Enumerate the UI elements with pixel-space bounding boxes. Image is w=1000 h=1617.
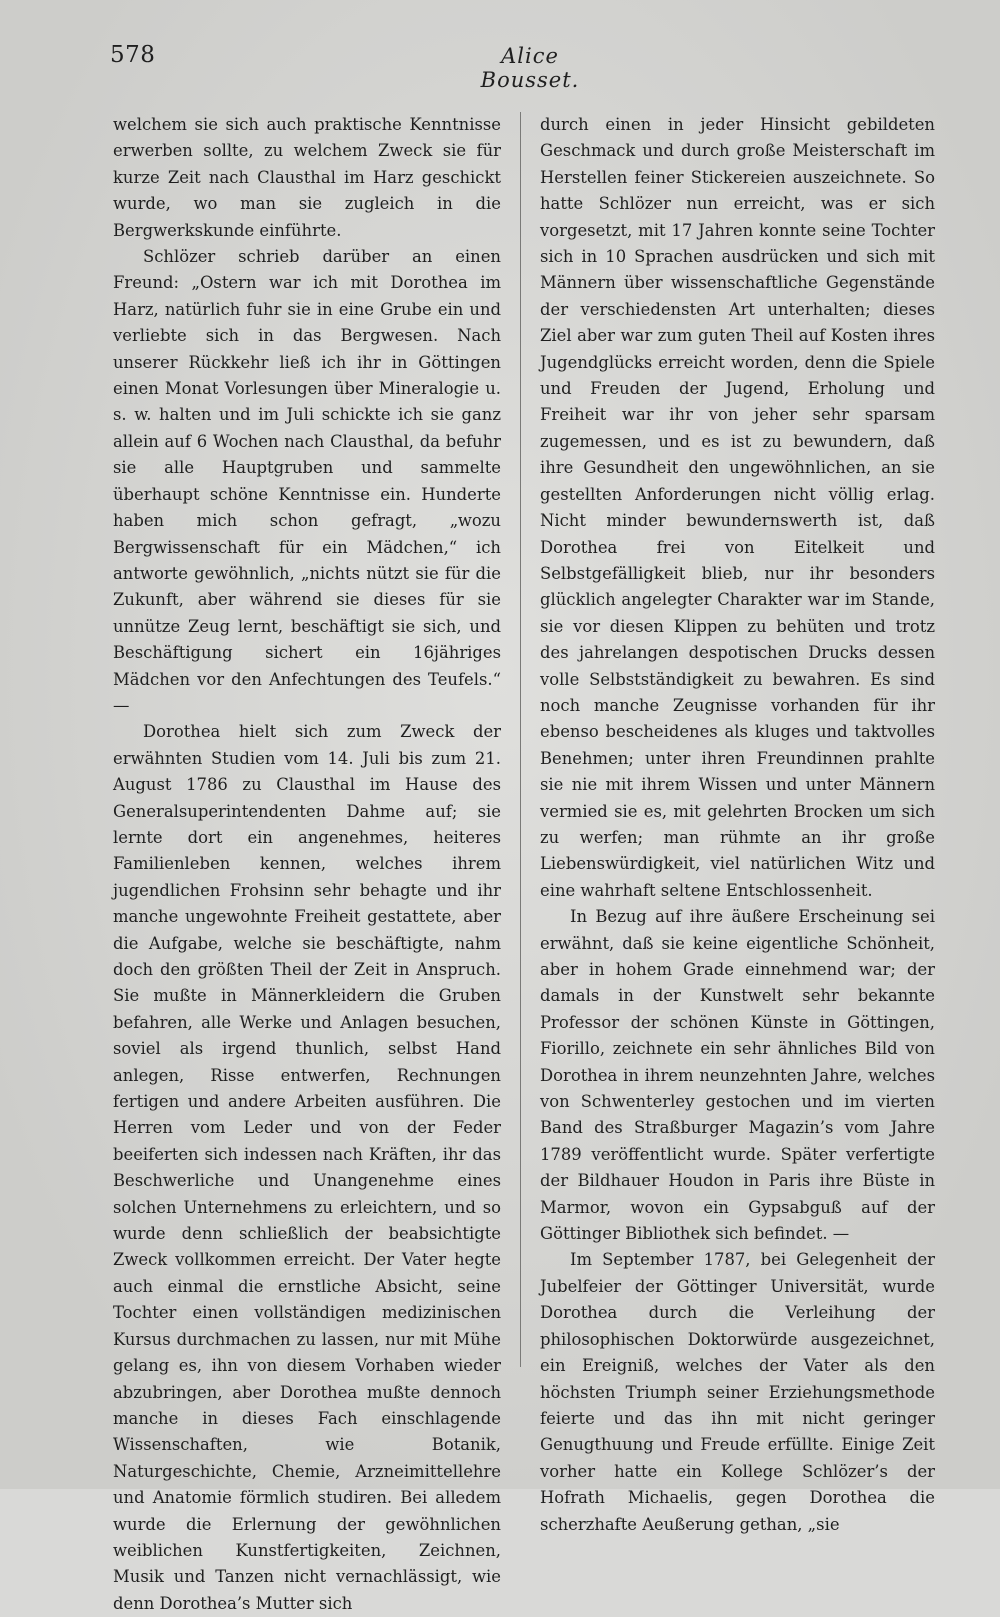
right-text-column xyxy=(540,112,935,1534)
paragraph: In Bezug auf ihre äußere Erscheinung sei erwähnt, daß sie keine eigentliche Schönheit, aber in hohem Grade einnehmend war; der damals in der Kunstwelt sehr bekannte Professor der schönen Künste in Göttingen, Fiorillo, zeichnete ein sehr ähnliches Bild von Dorothea in ihrem neunzehnten Jahre, welches von Schwenterley gestochen und im vierten Band des Straßburger Magazin’s vom Jahre 1789 veröffentlicht wurde. Später verfertigte der Bildhauer Houdon in Paris ihre Büste in Marmor, wovon ein Gypsabguß auf der Göttinger Bibliothek sich befindet. — xyxy=(540,907,935,1244)
column-divider xyxy=(520,112,521,1367)
paragraph: Dorothea hielt sich zum Zweck der erwähnten Studien vom 14. Juli bis zum 21. August 1786 zu Clausthal im Hause des Generalsuperintendenten Dahme auf; sie lernte dort ein angenehmes, heiteres Familienleben kennen, welches ihrem jugendlichen Frohsinn sehr behagte und ihr manche ungewohnte Freiheit gestattete, aber die Aufgabe, welche sie beschäftigte, nahm doch den größten Theil der Zeit in Anspruch. Sie mußte in Männerkleidern die Gruben befahren, alle Werke und Anlagen besuchen, soviel als irgend thunlich, selbst Hand anlegen, Risse entwerfen, Rechnungen fertigen und andere Arbeiten ausführen. Die Herren vom Leder und von der Feder beeiferten sich indessen nach Kräften, ihr das Beschwerliche und Unangenehme eines solchen Unternehmens zu erleichtern, und so wurde denn schließlich der beabsichtigte Zweck vollkommen erreicht. Der Vater hegte auch einmal die ernstliche Absicht, seine Tochter einen vollständigen medizinischen Kursus durchmachen zu lassen, nur mit Mühe gelang es, ihn von diesem Vorhaben wieder abzubringen, aber Dorothea mußte dennoch manche in dieses Fach einschlagende Wissenschaften, wie Botanik, Naturgeschichte, Chemie, Arzneimittellehre und Anatomie förmlich studiren. Bei alledem wurde die Erlernung der gewöhnlichen weiblichen Kunstfertigkeiten, Zeichnen, Musik und Tanzen nicht vernachlässigt, wie denn Dorothea’s Mutter sich xyxy=(113,722,501,1613)
page-number: 578 xyxy=(110,42,156,68)
paragraph: Im September 1787, bei Gelegenheit der Jubelfeier der Göttinger Universität, wurde Dorothea durch die Verleihung der philosophischen Doktorwürde ausgezeichnet, ein Ereigniß, welches der Vater als den höchsten Triumph seiner Erziehungsmethode feierte und das ihn mit nicht geringer Genugthuung und Freude erfüllte. Einige Zeit vorher hatte ein Kollege Schlözer’s der Hofrath Michaelis, gegen Dorothea die scherzhafte Aeußerung gethan, „sie xyxy=(540,1250,935,1534)
left-text-column xyxy=(113,112,501,1613)
paragraph: durch einen in jeder Hinsicht gebildeten Geschmack und durch große Meisterschaft im Herstellen feiner Stickereien auszeichnete. So hatte Schlözer nun erreicht, was er sich vorgesetzt, mit 17 Jahren konnte seine Tochter sich in 10 Sprachen ausdrücken und sich mit Männern über wissenschaftliche Gegenstände der verschiedensten Art unterhalten; dieses Ziel aber war zum guten Theil auf Kosten ihres Jugendglücks erreicht worden, denn die Spiele und Freuden der Jugend, Erholung und Freiheit war ihr von jeher sehr sparsam zugemessen, und es ist zu bewundern, daß ihre Gesundheit den ungewöhnlichen, an sie gestellten Anforderungen nicht völlig erlag. Nicht minder bewundernswerth ist, daß Dorothea frei von Eitelkeit und Selbstgefälligkeit blieb, nur ihr besonders glücklich angelegter Charakter war im Stande, sie vor diesen Klippen zu behüten und trotz des jahrelangen despotischen Drucks dessen volle Selbstständigkeit zu bewahren. Es sind noch manche Zeugnisse vorhanden für ihr ebenso bescheidenes als kluges und taktvolles Benehmen; unter ihren Freundinnen prahlte sie nie mit ihrem Wissen und unter Männern vermied sie es, mit gelehrten Brocken um sich zu werfen; man rühmte an ihr große Liebenswürdigkeit, viel natürlichen Witz und eine wahrhaft seltene Entschlossenheit. xyxy=(540,115,935,900)
paragraph: welchem sie sich auch praktische Kenntnisse erwerben sollte, zu welchem Zweck sie für kurze Zeit nach Clausthal im Harz geschickt wurde, wo man sie zugleich in die Bergwerkskunde einführte. xyxy=(113,115,501,240)
paragraph: Schlözer schrieb darüber an einen Freund: „Ostern war ich mit Dorothea im Harz, natürlich fuhr sie in eine Grube ein und verliebte sich in das Bergwesen. Nach unserer Rückkehr ließ ich ihr in Göttingen einen Monat Vorlesungen über Mineralogie u. s. w. halten und im Juli schickte ich sie ganz allein auf 6 Wochen nach Clausthal, da befuhr sie alle Hauptgruben und sammelte überhaupt schöne Kenntnisse ein. Hunderte haben mich schon gefragt, „wozu Bergwissenschaft für ein Mädchen,“ ich antworte gewöhnlich, „nichts nützt sie für die Zukunft, aber während sie dieses für sie unnütze Zeug lernt, beschäftigt sie sich, und Beschäftigung sichert ein 16jähriges Mädchen vor den Anfechtungen des Teufels.“ — xyxy=(113,247,501,715)
running-head: Alice Bousset. xyxy=(480,44,580,92)
